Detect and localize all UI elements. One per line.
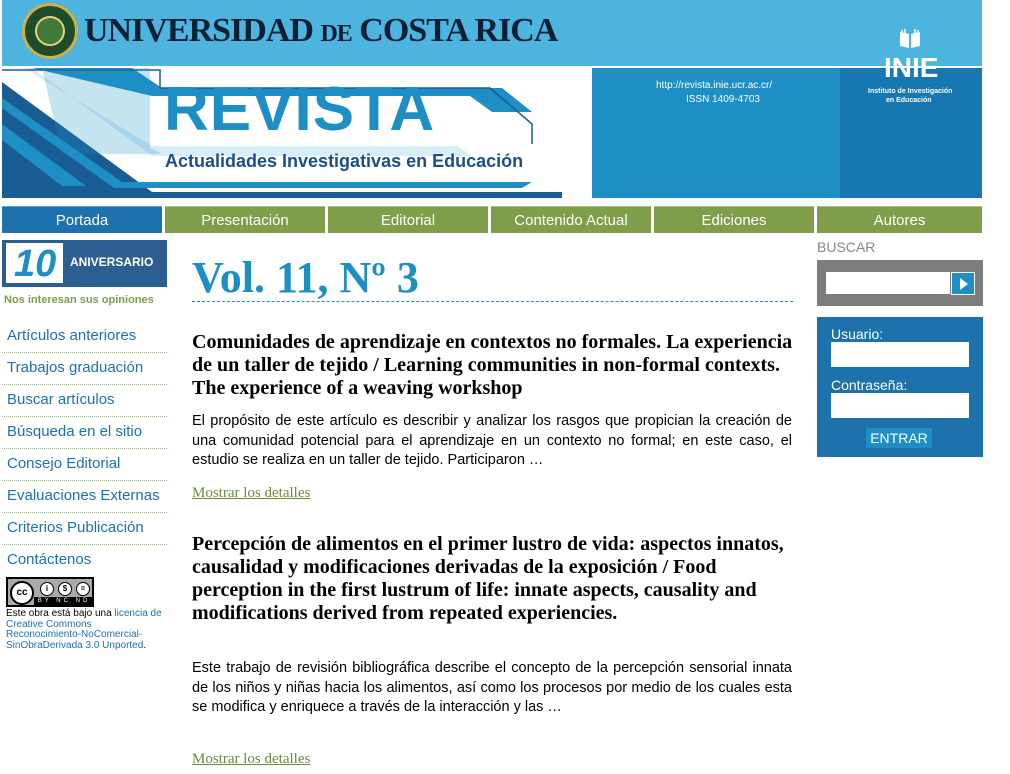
open-book-icon bbox=[898, 28, 922, 50]
article-abstract-2: Este trabajo de revisión bibliográfica describe el concepto de la percepción sensorial innata de los niños y niñas hacia los alimentos, así como los procesos por medio de los cuales esta se modifica y enriquece a través de la interacción y las … bbox=[192, 660, 792, 715]
anniversary-label: ANIVERSARIO bbox=[70, 255, 154, 269]
article-title-2[interactable]: Percepción de alimentos en el primer lustro de vida: aspectos innatos, causalidad y modificaciones derivadas de la exposición / Food perception in the first lustrum of life: innate aspects, causality and modifications derived from repeated experiencies. bbox=[192, 533, 784, 624]
article-details-link-2[interactable]: Mostrar los detalles bbox=[192, 751, 311, 767]
banner-stripes-graphic bbox=[2, 68, 982, 198]
password-field[interactable] bbox=[831, 393, 969, 418]
article-title-1[interactable]: Comunidades de aprendizaje en contextos no formales. La experiencia de un taller de tejido / Learning communities in non-formal contexts. The experience of a weaving workshop bbox=[192, 331, 793, 399]
article-details-link-1[interactable]: Mostrar los detalles bbox=[192, 485, 311, 501]
journal-banner bbox=[2, 68, 982, 198]
license-prefix: Este obra está bajo una bbox=[6, 608, 112, 619]
search-label: BUSCAR bbox=[817, 239, 876, 255]
sidebar-link-criterios-publicacion[interactable]: Criterios Publicación bbox=[2, 513, 167, 545]
cc-license-label: BY NC ND bbox=[34, 597, 94, 605]
anniversary-number: 10 bbox=[14, 243, 57, 285]
university-name-part2: COSTA RICA bbox=[359, 12, 558, 49]
username-field[interactable] bbox=[831, 342, 969, 367]
noderivs-icon: = bbox=[76, 582, 90, 596]
cc-icon: cc bbox=[10, 581, 34, 605]
journal-subtitle: Actualidades Investigativas en Educación bbox=[165, 151, 524, 171]
noncommercial-icon: $ bbox=[58, 582, 72, 596]
tab-contenido-actual[interactable]: Contenido Actual bbox=[491, 206, 651, 233]
tab-portada[interactable]: Portada bbox=[2, 206, 162, 233]
opinions-link[interactable]: Nos interesan sus opiniones bbox=[4, 294, 154, 306]
username-label: Usuario: bbox=[831, 326, 884, 342]
search-input[interactable] bbox=[826, 272, 950, 294]
anniversary-number-box bbox=[6, 243, 63, 283]
creative-commons-badge[interactable] bbox=[6, 577, 94, 607]
sidebar-link-consejo-editorial[interactable]: Consejo Editorial bbox=[2, 449, 167, 481]
university-name-part1: UNIVERSIDAD bbox=[84, 12, 313, 49]
tab-autores[interactable]: Autores bbox=[817, 206, 982, 233]
tab-ediciones[interactable]: Ediciones bbox=[654, 206, 814, 233]
inie-subtitle-line1: Instituto de Investigación bbox=[868, 88, 953, 95]
volume-title: Vol. 11, Nº 3 bbox=[192, 253, 419, 302]
play-arrow-icon bbox=[960, 278, 968, 290]
license-link[interactable]: licencia de Creative Commons Reconocimiento-NoComercial-SinObraDerivada 3.0 Unported bbox=[6, 608, 162, 651]
university-name[interactable] bbox=[84, 12, 557, 50]
tab-presentacion[interactable]: Presentación bbox=[165, 206, 325, 233]
article-abstract-1: El propósito de este artículo es describir y analizar los rasgos que propician la creación de una comunidad potencial para el aprendizaje en un contexto no formal; en este caso, el estudio se realiza en un taller de tejido. Participaron … bbox=[192, 413, 792, 468]
password-label: Contraseña: bbox=[831, 377, 908, 393]
sidebar-link-evaluaciones-externas[interactable]: Evaluaciones Externas bbox=[2, 481, 167, 513]
university-header-bar bbox=[2, 0, 982, 66]
journal-title[interactable]: REVISTA bbox=[164, 75, 436, 144]
search-button[interactable] bbox=[951, 272, 975, 295]
login-button[interactable]: ENTRAR bbox=[866, 428, 932, 448]
sidebar-link-trabajos-graduacion[interactable]: Trabajos graduación bbox=[2, 353, 167, 385]
sidebar-link-busqueda-sitio[interactable]: Búsqueda en el sitio bbox=[2, 417, 167, 449]
sidebar-link-buscar-articulos[interactable]: Buscar artículos bbox=[2, 385, 167, 417]
university-name-de: DE bbox=[320, 21, 352, 47]
tab-editorial[interactable]: Editorial bbox=[328, 206, 488, 233]
journal-issn: ISSN 1409-4703 bbox=[686, 94, 760, 105]
volume-divider bbox=[192, 301, 793, 302]
inie-logo-text[interactable]: INIE bbox=[884, 52, 939, 83]
attribution-icon: i bbox=[40, 582, 54, 596]
sidebar-link-articulos-anteriores[interactable]: Artículos anteriores bbox=[2, 321, 167, 353]
sidebar-link-contactenos[interactable]: Contáctenos bbox=[7, 551, 92, 568]
inie-subtitle-line2: en Educación bbox=[886, 97, 932, 104]
journal-url[interactable]: http://revista.inie.ucr.ac.cr/ bbox=[656, 80, 773, 91]
license-suffix: . bbox=[143, 639, 147, 651]
university-seal-logo[interactable] bbox=[22, 3, 78, 59]
license-notice bbox=[6, 609, 166, 651]
anniversary-banner[interactable] bbox=[2, 240, 167, 287]
